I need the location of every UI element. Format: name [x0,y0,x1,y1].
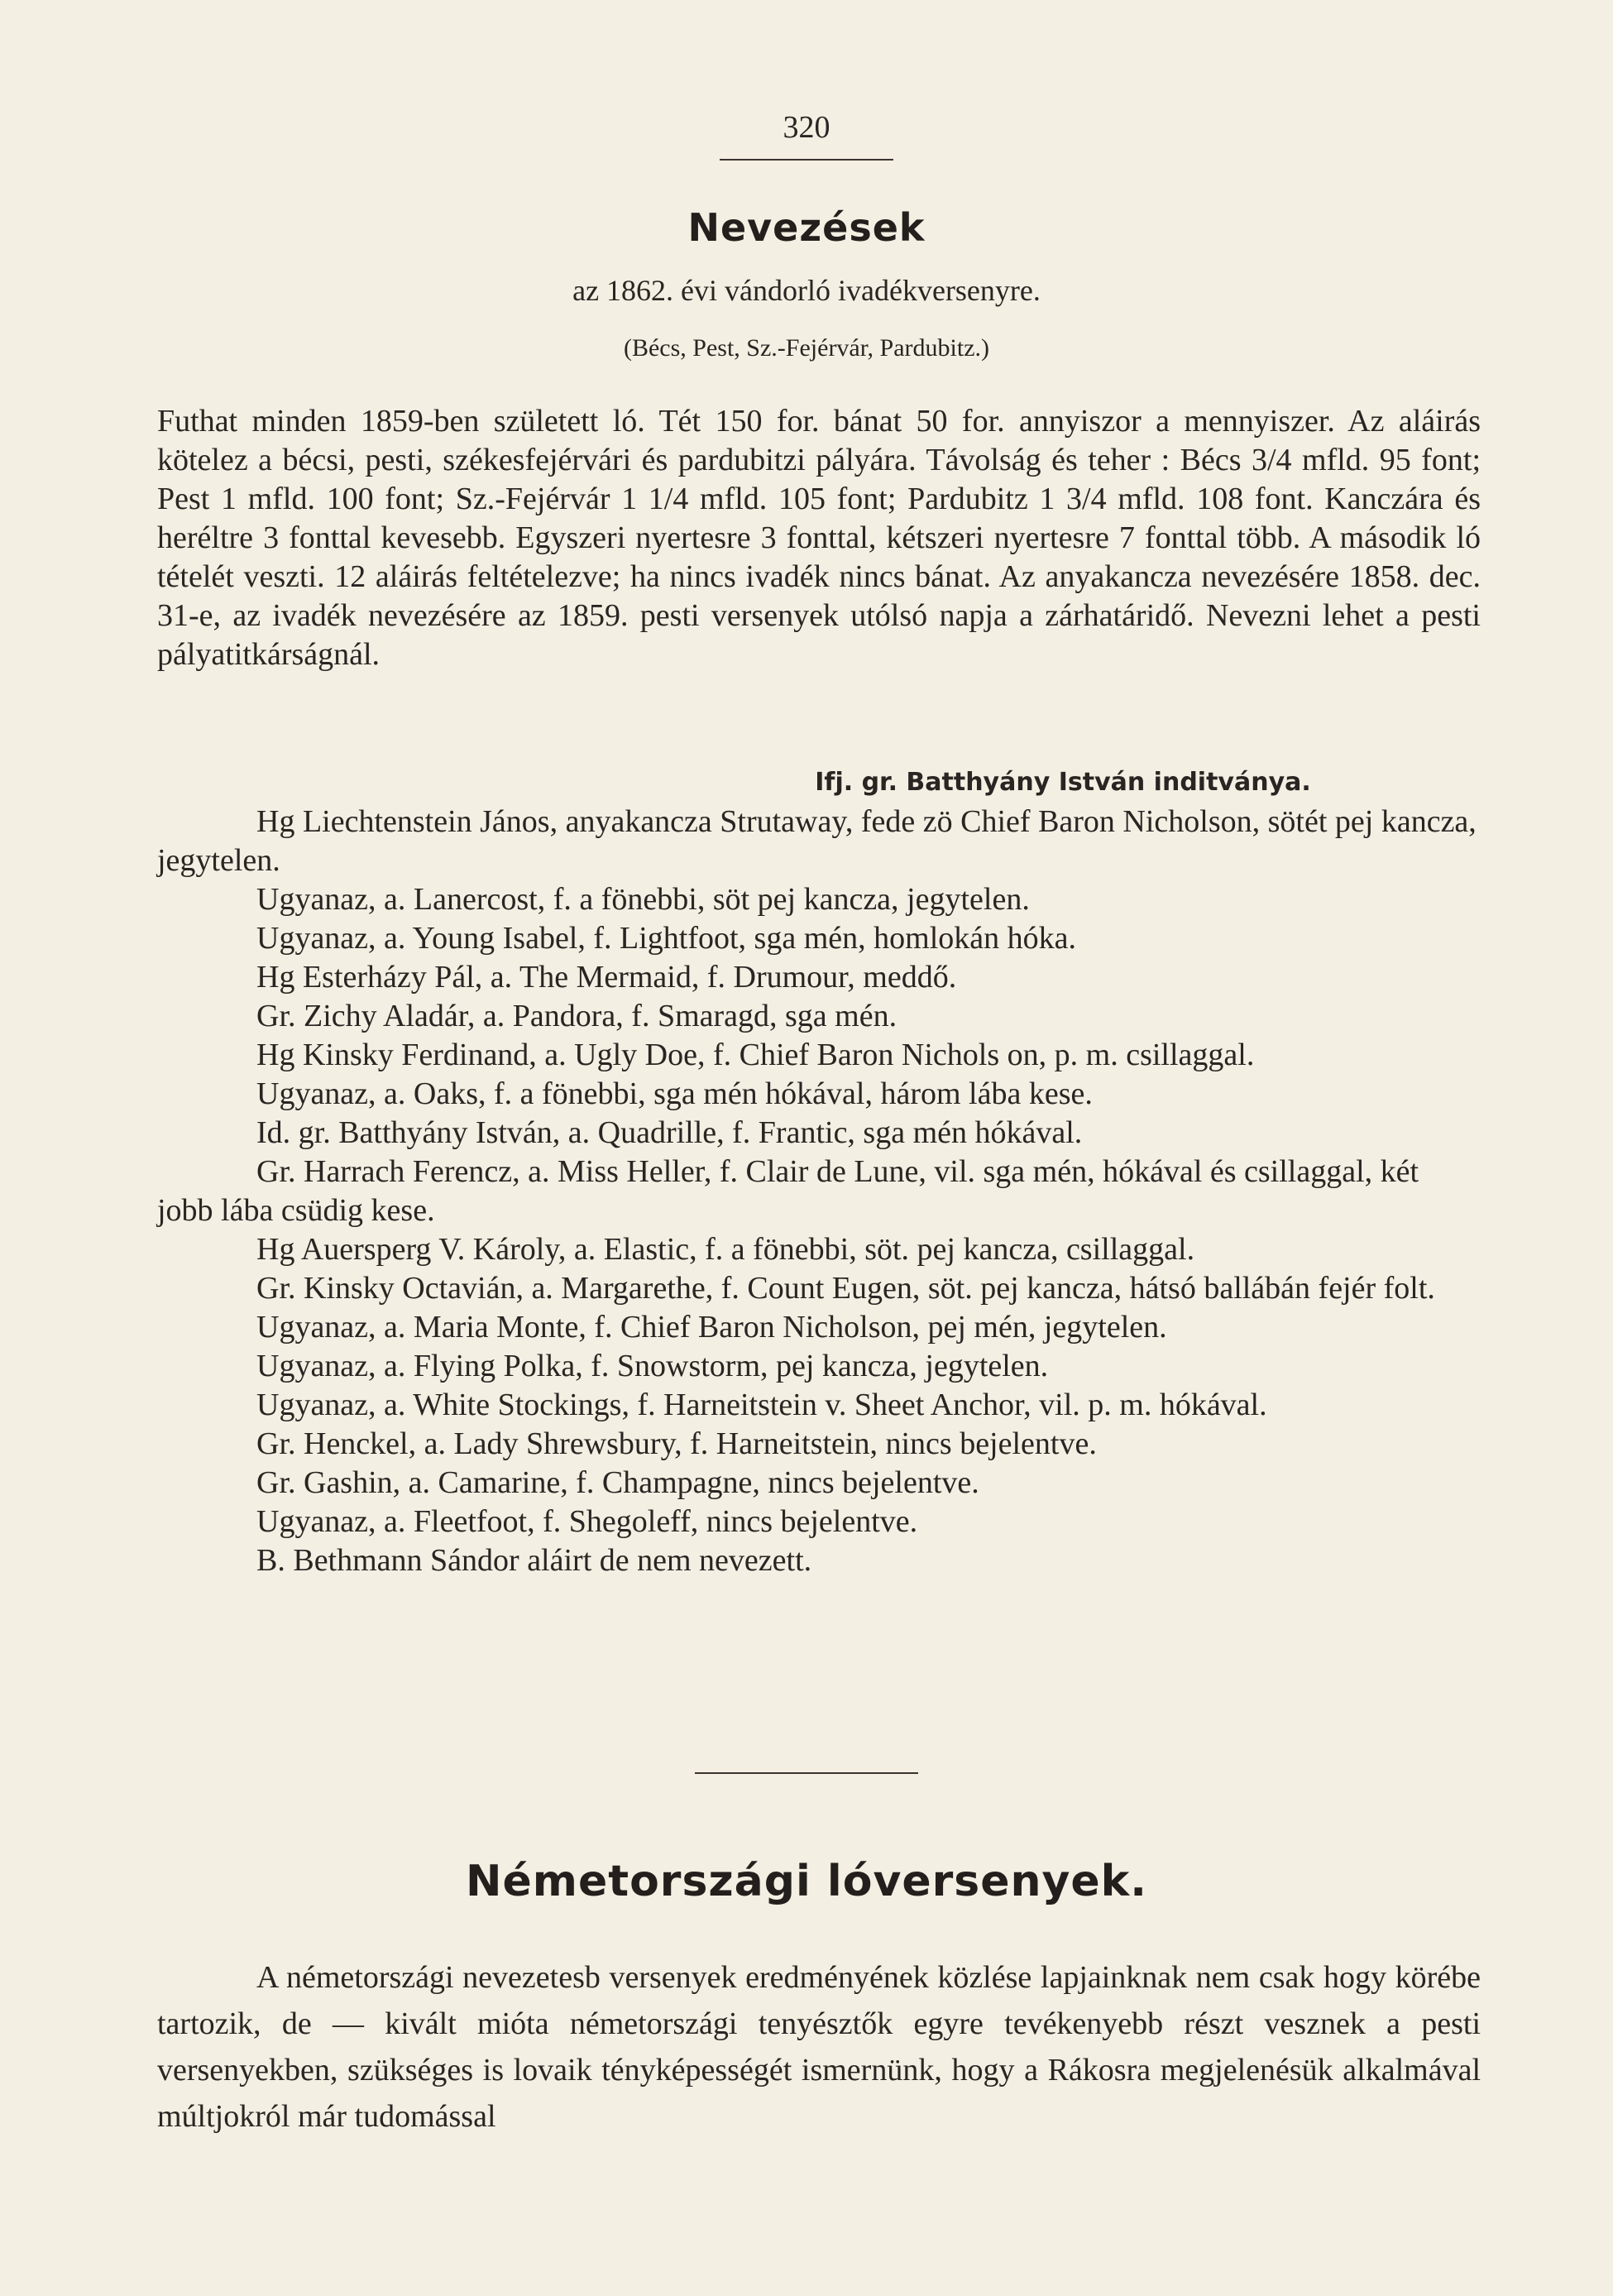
list-item: Id. gr. Batthyány István, a. Quadrille, f. Frantic, sga mén hókával. [256,1115,1083,1150]
section-places: (Bécs, Pest, Sz.-Fejérvár, Pardubitz.) [623,334,990,362]
list-item: Gr. Henckel, a. Lady Shrewsbury, f. Harneitstein, nincs bejelentve. [256,1426,1097,1461]
entry-list [157,803,1481,1580]
list-item: Hg Liechtenstein János, anyakancza Strutaway, fede zö Chief Baron Nicholson, sötét pej kancza, jegytelen. [157,804,1477,878]
list-item: Gr. Kinsky Octavián, a. Margarethe, f. Count Eugen, söt. pej kancza, hátsó ballábán fejér folt. [256,1271,1435,1306]
list-item: Ugyanaz, a. Young Isabel, f. Lightfoot, sga mén, homlokán hóka. [256,921,1076,956]
list-item: Ugyanaz, a. Fleetfoot, f. Shegoleff, nincs bejelentve. [256,1504,918,1539]
list-item: Ugyanaz, a. Lanercost, f. a fönebbi, söt pej kancza, jegytelen. [256,882,1030,917]
intro-paragraph [157,1954,1481,2140]
list-item: Hg Kinsky Ferdinand, a. Ugly Doe, f. Chief Baron Nichols on, p. m. csillaggal. [256,1038,1255,1072]
section-title-nemetorszagi: Németországi lóversenyek. [465,1857,1148,1906]
list-item: Hg Auersperg V. Károly, a. Elastic, f. a fönebbi, söt. pej kancza, csillaggal. [256,1232,1195,1267]
page-number: 320 [783,110,830,145]
list-item: Ugyanaz, a. Oaks, f. a fönebbi, sga mén hókával, három lába kese. [256,1076,1093,1111]
list-item: Ugyanaz, a. Maria Monte, f. Chief Baron Nicholson, pej mén, jegytelen. [256,1310,1167,1345]
section-subtitle: az 1862. évi vándorló ivadékversenyre. [572,274,1041,307]
section-title-nevezesek: Nevezések [687,205,926,250]
proposal-signature: Ifj. gr. Batthyány István inditványa. [815,768,1311,797]
header-rule [720,159,893,161]
list-item: B. Bethmann Sándor aláirt de nem nevezett. [256,1543,812,1578]
rules-paragraph [157,402,1481,674]
rules-text: Futhat minden 1859-ben született ló. Tét 150 for. bánat 50 for. annyiszor a mennyiszer. Az aláirás kötelez a bécsi, pesti, székesfejérvári és pardubitzi pályára. Távolság és teher : Bécs 3/4 mfld. 95 font; Pest 1 mfld. 100 font; Sz.-Fejérvár 1 1/4 mfld. 105 font; Pardubitz 1 3/4 mfld. 108 font. Kanczára és heréltre 3 fonttal kevesebb. Egyszeri nyertesre 3 fonttal, kétszeri nyertesre 7 fonttal több. A második ló tételét veszti. 12 aláirás feltételezve; ha nincs ivadék nincs bánat. Az anyakancza nevezésére 1858. dec. 31-e, az ivadék nevezésére az 1859. pesti versenyek utólsó napja a zárhatáridő. Nevezni lehet a pesti pályatitkárságnál. [157,404,1481,672]
list-item: Gr. Gashin, a. Camarine, f. Champagne, nincs bejelentve. [256,1465,979,1500]
list-item: Ugyanaz, a. Flying Polka, f. Snowstorm, pej kancza, jegytelen. [256,1349,1049,1383]
list-item: Gr. Harrach Ferencz, a. Miss Heller, f. Clair de Lune, vil. sga mén, hókával és csillaggal, két jobb lába csüdig kese. [157,1154,1419,1228]
intro-text: A németországi nevezetesb versenyek eredményének közlése lapjainknak nem csak hogy körébe tartozik, de — kivált mióta németországi tenyésztők egyre tevékenyebb részt vesznek a pesti versenyekben, szükséges is lovaik tényképességét ismernünk, hogy a Rákosra megjelenésük alkalmával múltjokról már tudomással [157,1960,1481,2134]
list-item: Ugyanaz, a. White Stockings, f. Harneitstein v. Sheet Anchor, vil. p. m. hókával. [256,1388,1267,1422]
list-item: Hg Esterházy Pál, a. The Mermaid, f. Drumour, meddő. [256,960,957,995]
list-item: Gr. Zichy Aladár, a. Pandora, f. Smaragd, sga mén. [256,999,897,1033]
section-divider [695,1772,918,1774]
